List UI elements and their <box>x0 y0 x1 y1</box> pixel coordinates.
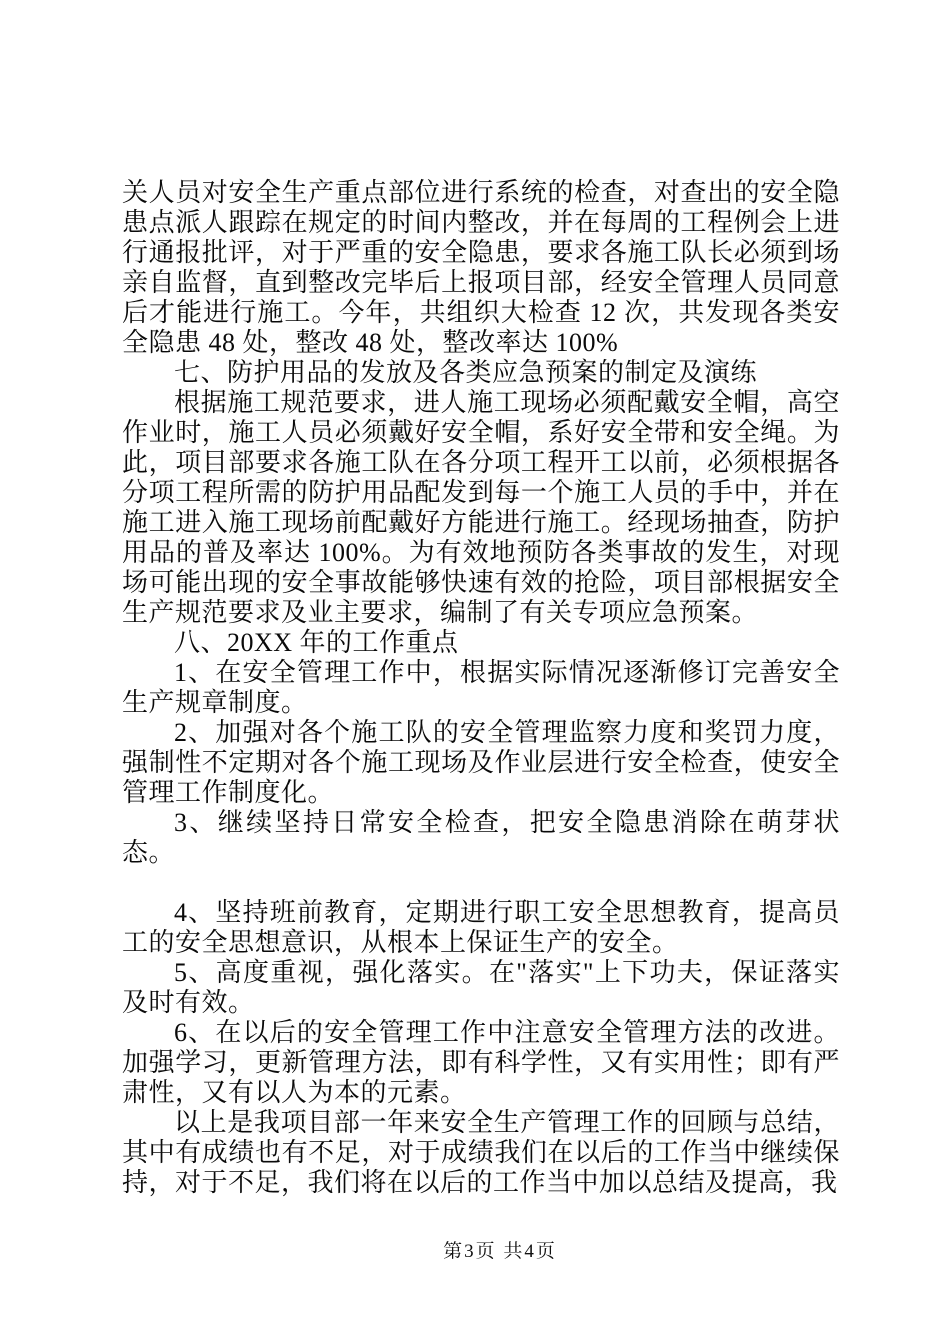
paragraph: 关人员对安全生产重点部位进行系统的检查，对查出的安全隐患点派人跟踪在规定的时间内整改，并在每周的工程例会上进行通报批评，对于严重的安全隐患，要求各施工队长必须到场亲自监督，直到整改完毕后上报项目部，经安全管理人员同意后才能进行施工。今年，共组织大检查 12 次，共发现各类安全隐患 48 处，整改 48 处，整改率达 100% <box>122 178 840 357</box>
paragraph: 4、坚持班前教育，定期进行职工安全思想教育，提高员工的安全思想意识，从根本上保证生产的安全。 <box>122 898 840 957</box>
paragraph: 1、在安全管理工作中，根据实际情况逐渐修订完善安全生产规章制度。 <box>122 658 840 717</box>
page-number: 第3页 共4页 <box>443 1241 557 1262</box>
document-body <box>122 178 840 1198</box>
paragraph: 5、高度重视，强化落实。在"落实"上下功夫，保证落实及时有效。 <box>122 958 840 1017</box>
blank-line <box>122 868 840 898</box>
paragraph: 以上是我项目部一年来安全生产管理工作的回顾与总结，其中有成绩也有不足，对于成绩我们在以后的工作当中继续保持，对于不足，我们将在以后的工作当中加以总结及提高，我 <box>122 1108 840 1197</box>
paragraph: 3、继续坚持日常安全检查，把安全隐患消除在萌芽状态。 <box>122 808 840 867</box>
paragraph: 2、加强对各个施工队的安全管理监察力度和奖罚力度，强制性不定期对各个施工现场及作业层进行安全检查，使安全管理工作制度化。 <box>122 718 840 807</box>
paragraph: 七、防护用品的发放及各类应急预案的制定及演练 <box>174 358 758 387</box>
paragraph: 根据施工规范要求，进人施工现场必须配戴安全帽，高空作业时，施工人员必须戴好安全帽，系好安全带和安全绳。为此，项目部要求各施工队在各分项工程开工以前，必须根据各分项工程所需的防护用品配发到每一个施工人员的手中，并在施工进入施工现场前配戴好方能进行施工。经现场抽查，防护用品的普及率达 100%。为有效地预防各类事故的发生，对现场可能出现的安全事故能够快速有效的抢险，项目部根据安全生产规范要求及业主要求，编制了有关专项应急预案。 <box>122 388 840 627</box>
paragraph: 八、20XX 年的工作重点 <box>174 628 459 657</box>
paragraph: 6、在以后的安全管理工作中注意安全管理方法的改进。加强学习，更新管理方法，即有科学性，又有实用性；即有严肃性，又有以人为本的元素。 <box>122 1018 840 1107</box>
